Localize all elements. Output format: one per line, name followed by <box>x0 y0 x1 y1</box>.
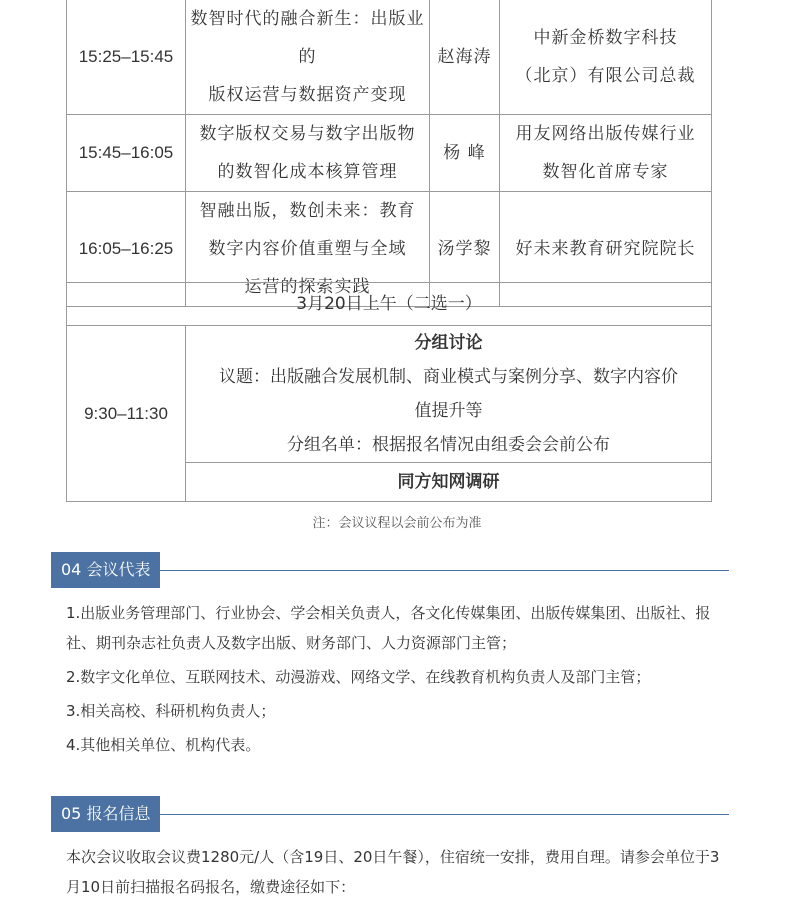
topic-line: 智融出版，数创未来：教育 <box>199 201 416 221</box>
topic-line: 数字版权交易与数字出版物 <box>199 124 416 144</box>
list-item: 1.出版业务管理部门、行业协会、学会相关负责人，各文化传媒集团、出版传媒集团、出版社、报社、期刊杂志社负责人及数字出版、财务部门、人力资源部门主管； <box>66 604 711 652</box>
topic-line: 版权运营与数据资产变现 <box>208 85 407 105</box>
discussion-line: 议题：出版融合发展机制、商业模式与案例分享、数字内容价 <box>219 367 678 387</box>
title-line: 中新金桥数字科技 <box>533 28 678 48</box>
attendee-list <box>66 598 728 760</box>
topic-line: 运营的探索实践 <box>244 277 371 297</box>
time-cell: 16:05–16:25 <box>67 192 186 307</box>
section-header-05 <box>51 796 729 832</box>
agenda-note: 注：会议议程以会前公布为准 <box>312 516 482 531</box>
topic-cell <box>186 0 430 115</box>
title-line: 好未来教育研究院院长 <box>515 239 696 259</box>
session-header: 3月20日上午（二选一） <box>67 283 712 326</box>
title-line: 数智化首席专家 <box>542 162 669 182</box>
time-cell: 15:25–15:45 <box>67 0 186 115</box>
speaker-title-cell <box>500 0 712 115</box>
topic-cell <box>186 115 430 192</box>
speaker-cell: 杨 峰 <box>430 115 500 192</box>
schedule-table <box>66 0 712 307</box>
topic-line: 数字内容价值重塑与全域 <box>208 239 407 259</box>
speaker-title-cell <box>500 115 712 192</box>
title-line: （北京）有限公司总裁 <box>515 66 696 86</box>
session-time-cell: 9:30–11:30 <box>67 326 186 502</box>
topic-line: 数智时代的融合新生：出版业的 <box>190 9 425 67</box>
speaker-cell: 赵海涛 <box>430 0 500 115</box>
topic-line: 的数智化成本核算管理 <box>217 162 398 182</box>
time-cell: 15:45–16:05 <box>67 115 186 192</box>
section-title: 04 会议代表 <box>51 552 160 588</box>
title-line: 用友网络出版传媒行业 <box>515 124 696 144</box>
list-item: 4.其他相关单位、机构代表。 <box>66 736 261 754</box>
section-header-04 <box>51 552 729 588</box>
section-title: 05 报名信息 <box>51 796 160 832</box>
speaker-cell: 汤学黎 <box>430 192 500 307</box>
discussion-line: 值提升等 <box>414 401 483 421</box>
session-table <box>66 282 712 502</box>
discussion-cell <box>186 326 712 463</box>
registration-text: 本次会议收取会议费1280元/人（含19日、20日午餐），住宿统一安排，费用自理。请参会单位于3月10日前扫描报名码报名，缴费途径如下： <box>66 848 720 896</box>
list-item: 2.数字文化单位、互联网技术、动漫游戏、网络文学、在线教育机构负责人及部门主管； <box>66 668 651 686</box>
schedule-row <box>67 0 712 115</box>
discussion-line: 分组名单：根据报名情况由组委会会前公布 <box>287 435 610 455</box>
visit-cell: 同方知网调研 <box>186 463 712 502</box>
schedule-row <box>67 115 712 192</box>
list-item: 3.相关高校、科研机构负责人； <box>66 702 276 720</box>
discussion-title: 分组讨论 <box>414 333 483 353</box>
